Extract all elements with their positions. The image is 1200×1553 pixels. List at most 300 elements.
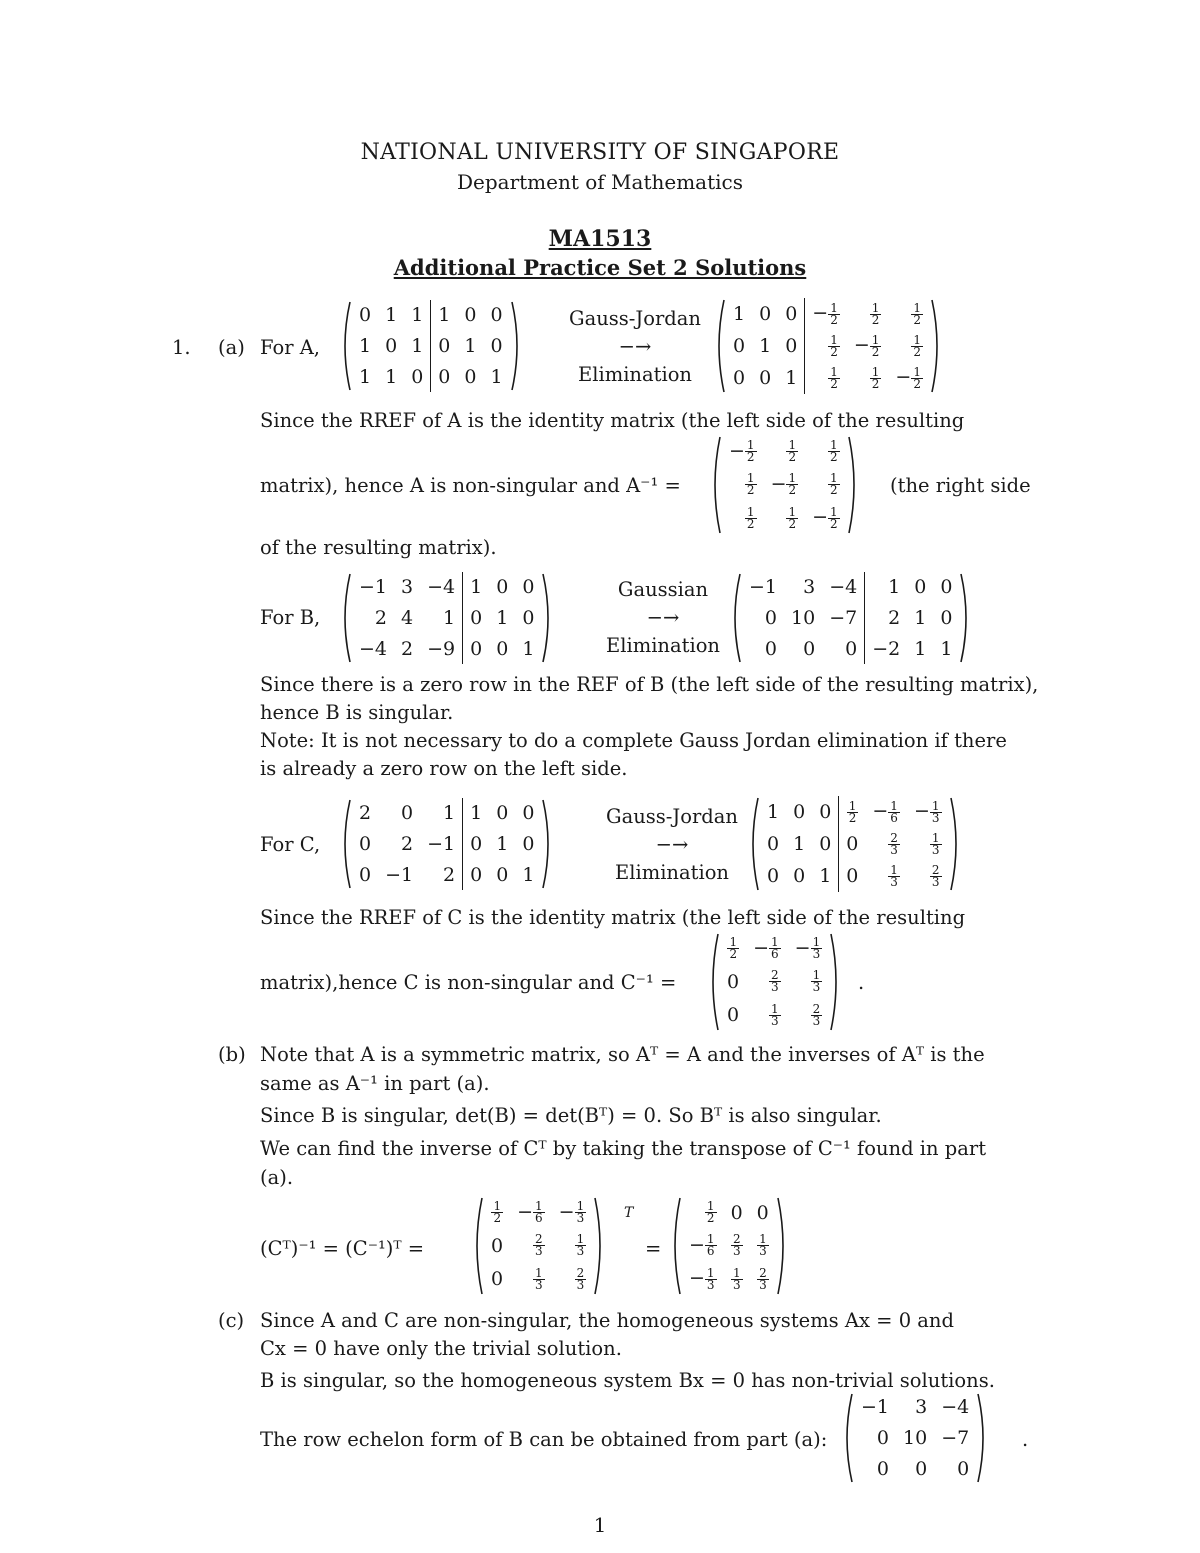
- matrix-cell: 0: [915, 1457, 928, 1480]
- matrix-cell: [865, 828, 907, 860]
- matrix-cell: [839, 796, 866, 828]
- matrix-cell: 0: [730, 1201, 743, 1224]
- for-a-label: For A,: [260, 336, 321, 359]
- matrix-row: [720, 999, 829, 1032]
- matrix-cell: 1: [733, 303, 746, 325]
- matrix-cell: [722, 502, 764, 535]
- gauss-jordan-arrow-c: Gauss-Jordan −→ Elimination: [606, 805, 738, 884]
- b-note-line2: is already a zero row on the left side.: [260, 757, 628, 780]
- matrix-cell: 1: [490, 365, 503, 388]
- right-parenthesis: [959, 572, 973, 664]
- matrix-row: [722, 468, 847, 501]
- c-line4: The row echelon form of B can be obtained from part (a):: [260, 1428, 828, 1451]
- matrix-cell: 0: [839, 828, 866, 860]
- matrix-cell: 0: [767, 833, 780, 855]
- matrix-row: [352, 331, 510, 362]
- left-parenthesis: [840, 1392, 854, 1484]
- matrix-cell: 1: [767, 801, 780, 823]
- fraction: $\frac{1}{3}$: [733, 1265, 741, 1292]
- matrix-row: [726, 330, 930, 362]
- matrix-cell: 0: [803, 637, 816, 660]
- right-parenthesis: [976, 1392, 990, 1484]
- matrix-cell: 2: [359, 802, 372, 825]
- fraction: − $\frac{1}{2}$: [770, 471, 797, 498]
- fraction: − $\frac{1}{6}$: [517, 1199, 543, 1226]
- matrix-cell: 1: [914, 606, 927, 629]
- fraction: $\frac{1}{2}$: [913, 300, 921, 327]
- matrix-cell: 0: [756, 1201, 769, 1224]
- matrix-cell: 0: [839, 860, 866, 892]
- matrix-cell: 3: [803, 576, 816, 599]
- matrix-cell: −7: [829, 606, 858, 629]
- matrix-cell: 3: [915, 1396, 928, 1419]
- fraction: − $\frac{1}{2}$: [812, 300, 838, 327]
- matrix-cell: 0: [401, 802, 414, 825]
- matrix-cell: [510, 1229, 552, 1262]
- c-line2: Cx = 0 have only the trivial solution.: [260, 1337, 622, 1360]
- fraction: $\frac{2}{3}$: [759, 1265, 767, 1292]
- matrix-cell: −4: [427, 576, 456, 599]
- matrix-cell: 2: [401, 637, 414, 660]
- matrix-cell: 10: [903, 1426, 928, 1449]
- matrix-cell: [750, 1229, 776, 1262]
- document-title: Additional Practice Set 2 Solutions: [393, 255, 807, 280]
- matrix-cell: [552, 1196, 594, 1229]
- right-parenthesis: [949, 796, 963, 892]
- a-resulting-text: of the resulting matrix).: [260, 536, 497, 559]
- matrix-cell: [888, 330, 930, 362]
- fraction: $\frac{1}{3}$: [576, 1232, 585, 1259]
- matrix-row: [352, 633, 541, 664]
- matrix-cell: [510, 1196, 552, 1229]
- matrix-cell: 0: [522, 576, 535, 599]
- c-rref-text: Since the RREF of C is the identity matrix (the left side of the resulting: [260, 906, 966, 929]
- matrix-cell: 0: [464, 304, 477, 327]
- b-line2: same as A⁻¹ in part (a).: [260, 1072, 490, 1095]
- matrix-cell: [865, 796, 907, 828]
- matrix-cell: 1: [463, 798, 490, 829]
- matrix-cell: 1: [496, 606, 509, 629]
- matrix-cell: 0: [463, 859, 490, 890]
- c-line1: Since A and C are non-singular, the homogeneous systems Ax = 0 and: [260, 1309, 954, 1332]
- fraction: $\frac{1}{3}$: [812, 968, 821, 995]
- matrix-cell: 0: [463, 603, 490, 634]
- b-line1: Note that A is a symmetric matrix, so Aᵀ = A and the inverses of Aᵀ is the: [260, 1043, 985, 1066]
- matrix-row: [722, 435, 847, 468]
- fraction: $\frac{1}{2}$: [729, 935, 738, 962]
- matrix-cell: 1: [865, 572, 908, 603]
- b-line5: (a).: [260, 1166, 294, 1189]
- fraction: $\frac{1}{2}$: [830, 332, 838, 359]
- fraction: $\frac{1}{2}$: [848, 798, 857, 825]
- matrix-cell: 0: [431, 331, 458, 362]
- matrix-cell: [805, 502, 847, 535]
- fraction: $\frac{1}{2}$: [830, 438, 838, 465]
- fraction: $\frac{1}{2}$: [871, 300, 880, 327]
- fraction: $\frac{1}{2}$: [830, 471, 838, 498]
- b-singular-text: hence B is singular.: [260, 701, 454, 724]
- matrix-cell: [746, 932, 788, 965]
- fraction: − $\frac{1}{2}$: [895, 364, 921, 391]
- matrix-cell: 4: [401, 606, 414, 629]
- matrix-cell: 0: [819, 833, 832, 855]
- equals-sign: =: [645, 1237, 662, 1260]
- right-parenthesis: [541, 798, 555, 890]
- fraction: − $\frac{1}{3}$: [794, 935, 821, 962]
- part-b-label: (b): [218, 1043, 246, 1066]
- department-name: Department of Mathematics: [456, 170, 743, 194]
- matrix-cell: [510, 1263, 552, 1296]
- matrix-row: [352, 300, 510, 331]
- matrix-cell: 0: [359, 832, 372, 855]
- left-parenthesis: [668, 1196, 682, 1296]
- fraction: $\frac{1}{2}$: [871, 364, 880, 391]
- matrix-cell: 0: [490, 304, 503, 327]
- matrix-row: [854, 1423, 976, 1454]
- fraction: $\frac{1}{2}$: [830, 364, 838, 391]
- left-parenthesis: [712, 298, 726, 394]
- matrix-cell: 0: [785, 335, 798, 357]
- fraction: $\frac{2}{3}$: [576, 1265, 585, 1292]
- matrix-cell: 0: [767, 865, 780, 887]
- matrix-row: [742, 572, 959, 603]
- matrix-cell: [682, 1196, 724, 1229]
- matrix-cell: 1: [385, 304, 398, 327]
- fraction: $\frac{1}{2}$: [706, 1199, 715, 1226]
- matrix-cell: [484, 1196, 510, 1229]
- matrix-cell: [847, 362, 889, 394]
- matrix-cell: 1: [359, 365, 372, 388]
- matrix-row: [352, 572, 541, 603]
- right-parenthesis: [776, 1196, 790, 1296]
- matrix-cell: [788, 999, 830, 1032]
- fraction: $\frac{2}{3}$: [931, 862, 940, 889]
- left-parenthesis: [728, 572, 742, 664]
- c-inverse-period: .: [858, 971, 865, 994]
- matrix-cell: 1: [793, 833, 806, 855]
- question-number: 1.: [172, 336, 191, 359]
- matrix-cell: 0: [385, 334, 398, 357]
- fraction: $\frac{1}{2}$: [913, 332, 921, 359]
- matrix-row: [760, 828, 949, 860]
- for-c-label: For C,: [260, 833, 321, 856]
- matrix-cell: 0: [876, 1426, 890, 1449]
- matrix-cell: −9: [427, 637, 456, 660]
- matrix-cell: 1: [759, 335, 772, 357]
- matrix-cell: −4: [941, 1396, 970, 1419]
- matrix-cell: 0: [522, 832, 535, 855]
- matrix-cell: −2: [865, 633, 908, 664]
- matrix-cell: [682, 1263, 724, 1296]
- matrix-c-inverse: [706, 932, 843, 1032]
- fraction: $\frac{1}{3}$: [890, 862, 898, 889]
- fraction: $\frac{1}{3}$: [771, 1001, 779, 1028]
- matrix-row: [742, 633, 959, 664]
- left-parenthesis: [338, 798, 352, 890]
- matrix-cell: −4: [829, 576, 858, 599]
- matrix-row: [352, 603, 541, 634]
- matrix-cell: 0: [914, 576, 927, 599]
- matrix-cell: [847, 330, 889, 362]
- matrix-cell: [764, 468, 806, 501]
- matrix-cell: 1: [443, 802, 456, 825]
- matrix-cell: [907, 860, 949, 892]
- matrix-cell: [764, 502, 806, 535]
- fraction: $\frac{1}{2}$: [788, 438, 797, 465]
- matrix-cell: 0: [845, 637, 858, 660]
- matrix-cell: 0: [957, 1457, 970, 1480]
- matrix-cell: 0: [819, 801, 832, 823]
- matrix-cell: 1: [785, 367, 798, 389]
- matrix-cell: 0: [759, 367, 772, 389]
- c-ref-period: .: [1022, 1428, 1029, 1451]
- fraction: $\frac{1}{2}$: [746, 504, 755, 531]
- matrix-cell: 0: [522, 606, 535, 629]
- matrix-cell: [805, 468, 847, 501]
- matrix-row: [682, 1263, 776, 1296]
- matrix-cell: −1: [385, 863, 414, 886]
- matrix-cell: [682, 1229, 724, 1262]
- right-parenthesis: [510, 300, 524, 392]
- fraction: $\frac{1}{3}$: [931, 830, 940, 857]
- matrix-cell: 1: [385, 365, 398, 388]
- matrix-cell: [724, 1229, 750, 1262]
- matrix-cell: 1: [940, 637, 953, 660]
- matrix-cell: 0: [793, 865, 806, 887]
- matrix-cell: 1: [522, 863, 535, 886]
- matrix-row: [854, 1392, 976, 1423]
- matrix-row: [760, 796, 949, 828]
- matrix-cell: [805, 298, 847, 330]
- matrix-row: [682, 1196, 776, 1229]
- matrix-cell: 0: [491, 1234, 504, 1257]
- matrix-cell: 0: [793, 801, 806, 823]
- matrix-a-augmented: [338, 300, 524, 392]
- fraction: $\frac{1}{2}$: [788, 504, 797, 531]
- matrix-row: [352, 798, 541, 829]
- matrix-a-inverse: [708, 435, 861, 535]
- a-rref-text: Since the RREF of A is the identity matrix (the left side of the resulting: [260, 409, 965, 432]
- matrix-row: [742, 603, 959, 634]
- matrix-cell: 1: [411, 334, 424, 357]
- matrix-cell: [888, 362, 930, 394]
- a-right-side-text: (the right side: [890, 474, 1031, 497]
- matrix-cell: 0: [464, 365, 477, 388]
- left-parenthesis: [708, 435, 722, 535]
- matrix-cell: 1: [914, 637, 927, 660]
- fraction: − $\frac{1}{6}$: [872, 798, 898, 825]
- fraction: $\frac{2}{3}$: [890, 830, 898, 857]
- right-parenthesis: [593, 1196, 607, 1296]
- left-parenthesis: [746, 796, 760, 892]
- ct-inverse-equation: (Cᵀ)⁻¹ = (C⁻¹)ᵀ =: [260, 1237, 425, 1260]
- matrix-cell: [907, 796, 949, 828]
- matrix-cell: [722, 468, 764, 501]
- matrix-c-inverse-b: [470, 1196, 607, 1296]
- matrix-cell: 0: [764, 606, 778, 629]
- fraction: − $\frac{1}{2}$: [853, 332, 880, 359]
- matrix-cell: 1: [464, 334, 477, 357]
- matrix-cell: 0: [463, 633, 490, 664]
- matrix-cell: 0: [727, 1004, 740, 1027]
- matrix-cell: 0: [496, 637, 509, 660]
- left-parenthesis: [706, 932, 720, 1032]
- gauss-jordan-arrow-a: Gauss-Jordan −→ Elimination: [569, 307, 701, 386]
- right-parenthesis: [829, 932, 843, 1032]
- transpose-superscript: T: [624, 1205, 634, 1221]
- matrix-cell: −1: [861, 1396, 890, 1419]
- fraction: $\frac{2}{3}$: [812, 1001, 821, 1028]
- right-parenthesis: [930, 298, 944, 394]
- fraction: − $\frac{1}{3}$: [913, 798, 940, 825]
- b-zero-row-text: Since there is a zero row in the REF of B (the left side of the resulting matrix),: [260, 673, 1039, 696]
- matrix-cell: 0: [411, 365, 424, 388]
- for-b-label: For B,: [260, 606, 321, 629]
- matrix-c-augmented: [338, 798, 555, 890]
- matrix-cell: 0: [491, 1268, 504, 1291]
- matrix-row: [352, 859, 541, 890]
- fraction: $\frac{2}{3}$: [771, 968, 779, 995]
- matrix-cell: 3: [401, 576, 414, 599]
- matrix-cell: 2: [374, 606, 388, 629]
- matrix-cell: 0: [785, 303, 798, 325]
- left-parenthesis: [338, 572, 352, 664]
- b-line3: Since B is singular, det(B) = det(Bᵀ) = 0. So Bᵀ is also singular.: [260, 1104, 882, 1127]
- matrix-cell: 0: [727, 970, 740, 993]
- matrix-row: [726, 362, 930, 394]
- matrix-cell: [907, 828, 949, 860]
- matrix-cell: [865, 860, 907, 892]
- fraction: − $\frac{1}{6}$: [689, 1232, 715, 1259]
- matrix-cell: 0: [490, 334, 503, 357]
- matrix-cell: −1: [359, 576, 388, 599]
- matrix-row: [726, 298, 930, 330]
- matrix-cell: [724, 1263, 750, 1296]
- matrix-cell: 10: [791, 606, 816, 629]
- matrix-cell: 0: [764, 637, 778, 660]
- part-c-label: (c): [218, 1309, 245, 1332]
- a-nonsingular-text: matrix), hence A is non-singular and A⁻¹ =: [260, 474, 681, 497]
- matrix-cell: 0: [733, 335, 746, 357]
- b-note-line1: Note: It is not necessary to do a complete Gauss Jordan elimination if there: [260, 729, 1007, 752]
- fraction: $\frac{1}{3}$: [759, 1232, 767, 1259]
- matrix-cell: 0: [940, 606, 953, 629]
- matrix-row: [854, 1453, 976, 1484]
- matrix-cell: 1: [819, 865, 832, 887]
- fraction: $\frac{2}{3}$: [733, 1232, 741, 1259]
- matrix-row: [352, 829, 541, 860]
- matrix-b-augmented: [338, 572, 555, 664]
- matrix-cell: 0: [759, 303, 772, 325]
- matrix-cell: 1: [463, 572, 490, 603]
- left-parenthesis: [338, 300, 352, 392]
- matrix-row: [484, 1229, 593, 1262]
- left-parenthesis: [470, 1196, 484, 1296]
- matrix-b-ref-left: [840, 1392, 990, 1484]
- matrix-b-ref: [728, 572, 973, 664]
- matrix-row: [720, 932, 829, 965]
- matrix-cell: [788, 932, 830, 965]
- matrix-cell: 2: [401, 832, 414, 855]
- right-parenthesis: [541, 572, 555, 664]
- matrix-row: [352, 361, 510, 392]
- matrix-cell: [722, 435, 764, 468]
- matrix-cell: 0: [940, 576, 953, 599]
- matrix-cell: [805, 330, 847, 362]
- fraction: $\frac{1}{3}$: [535, 1265, 543, 1292]
- matrix-cell: 1: [443, 606, 456, 629]
- matrix-cell: 0: [431, 361, 458, 392]
- matrix-cell: [720, 932, 746, 965]
- matrix-cell: [750, 1263, 776, 1296]
- matrix-cell: 2: [865, 603, 908, 634]
- matrix-a-rref: [712, 298, 944, 394]
- right-parenthesis: [847, 435, 861, 535]
- matrix-cell: [552, 1229, 594, 1262]
- matrix-row: [722, 502, 847, 535]
- university-name: NATIONAL UNIVERSITY OF SINGAPORE: [360, 140, 840, 165]
- matrix-cell: 1: [431, 300, 458, 331]
- matrix-cell: [552, 1263, 594, 1296]
- matrix-cell: [764, 435, 806, 468]
- c-line3: B is singular, so the homogeneous system Bx = 0 has non-trivial solutions.: [260, 1369, 995, 1392]
- matrix-row: [484, 1196, 593, 1229]
- fraction: − $\frac{1}{2}$: [812, 504, 838, 531]
- matrix-cell: [746, 999, 788, 1032]
- course-code: MA1513: [548, 226, 652, 252]
- fraction: − $\frac{1}{6}$: [753, 935, 779, 962]
- matrix-cell: [805, 435, 847, 468]
- fraction: − $\frac{1}{3}$: [558, 1199, 585, 1226]
- matrix-cell: −4: [359, 637, 388, 660]
- matrix-cell: [888, 298, 930, 330]
- matrix-cell: 0: [522, 802, 535, 825]
- matrix-cell: 0: [876, 1457, 890, 1480]
- matrix-cell: −1: [749, 576, 778, 599]
- matrix-cell: 1: [522, 637, 535, 660]
- matrix-cell: [847, 298, 889, 330]
- matrix-cell: 0: [496, 802, 509, 825]
- matrix-cell: 0: [463, 829, 490, 860]
- matrix-c-rref: [746, 796, 963, 892]
- matrix-cell: 0: [359, 863, 372, 886]
- matrix-row: [720, 965, 829, 998]
- gaussian-arrow-b: Gaussian −→ Elimination: [606, 578, 720, 657]
- matrix-cell: 0: [496, 576, 509, 599]
- matrix-cell: −1: [427, 832, 456, 855]
- page-number: 1: [593, 1513, 607, 1537]
- matrix-cell: 0: [359, 304, 372, 327]
- b-line4: We can find the inverse of Cᵀ by taking the transpose of C⁻¹ found in part: [260, 1137, 987, 1160]
- fraction: − $\frac{1}{3}$: [689, 1265, 715, 1292]
- matrix-cell: [805, 362, 847, 394]
- matrix-cell: 1: [359, 334, 372, 357]
- matrix-cell: 2: [443, 863, 456, 886]
- matrix-cell: 0: [496, 863, 509, 886]
- matrix-cell: −7: [941, 1426, 970, 1449]
- matrix-cell: [746, 965, 788, 998]
- fraction: $\frac{2}{3}$: [535, 1232, 543, 1259]
- part-a-label: (a): [218, 336, 245, 359]
- fraction: $\frac{1}{2}$: [746, 471, 755, 498]
- matrix-cell: 1: [496, 832, 509, 855]
- fraction: $\frac{1}{2}$: [493, 1199, 502, 1226]
- matrix-cell: [788, 965, 830, 998]
- matrix-cell: 1: [411, 304, 424, 327]
- matrix-row: [484, 1263, 593, 1296]
- matrix-row: [682, 1229, 776, 1262]
- matrix-row: [760, 860, 949, 892]
